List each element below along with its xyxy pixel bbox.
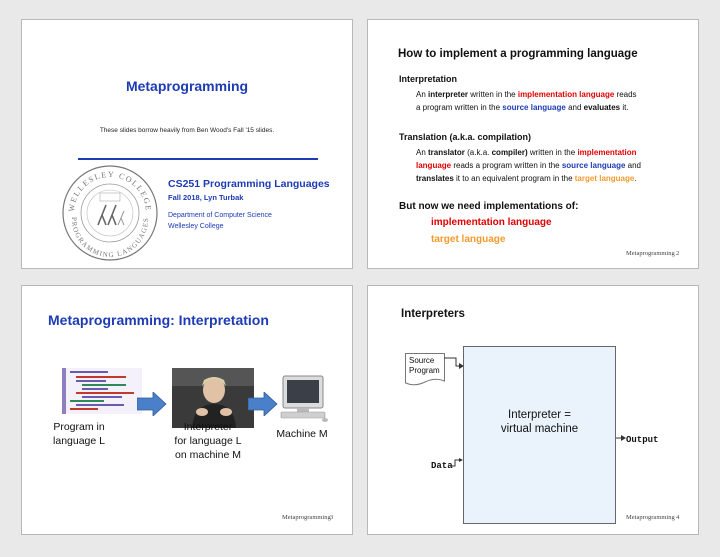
translation-text: An translator (a.k.a. compiler) written in the implementation language reads a program written in the source language and translates it to an equivalent program in the target language. (416, 148, 641, 183)
footer-label: Metaprogramming (282, 514, 331, 521)
cs251-seal-logo (60, 163, 160, 263)
needs-heading: But now we need implementations of: (399, 201, 579, 212)
need-item-implementation: implementation language (431, 217, 552, 228)
need-item-target: target language (431, 234, 506, 245)
slide-1 (21, 19, 353, 269)
interpretation-heading: Interpretation (399, 74, 458, 84)
interpretation-text: An interpreter written in the implementation language reads a program written in the source language and evaluates it. (416, 90, 637, 112)
svg-text:PROGRAMMING LANGUAGES (70, 217, 150, 259)
page-number: 2 (676, 250, 680, 257)
interpreter-person-photo (172, 368, 254, 428)
output-arrow-icon (616, 434, 626, 442)
course-title: CS251 Programming Languages (168, 178, 330, 190)
footer-label: Metaprogramming (626, 514, 675, 521)
credit-note: These slides borrow heavily from Ben Wood's Fall '15 slides. (99, 127, 275, 134)
machine-caption: Machine M (276, 428, 328, 440)
college: Wellesley College (168, 223, 224, 230)
arrow-right-icon (137, 392, 167, 416)
page-number: 3 (330, 514, 334, 521)
slide-title: Interpreters (401, 308, 465, 320)
course-term: Fall 2018, Lyn Turbak (168, 193, 244, 202)
slide-title: Metaprogramming: Interpretation (48, 312, 269, 328)
input-arrow-icon (444, 356, 464, 372)
department: Department of Computer Science (168, 212, 272, 219)
page-number: 4 (676, 514, 680, 521)
output-label: Output (626, 435, 659, 445)
interpreter-caption: Interpreter for language L on machine M (174, 421, 242, 461)
slide-2 (367, 19, 699, 269)
slide-3 (21, 285, 353, 535)
seal-top-text: WELLESLEY COLLEGE (66, 169, 154, 213)
slide-title: How to implement a programming language (398, 48, 638, 60)
computer-icon (277, 374, 329, 424)
data-label: Data (431, 461, 453, 471)
program-code-image (62, 368, 142, 414)
title-divider (78, 158, 318, 160)
program-caption: Program in language L (53, 421, 105, 447)
translation-heading: Translation (a.k.a. compilation) (399, 132, 532, 142)
arrow-right-icon (248, 392, 278, 416)
footer-label: Metaprogramming (626, 250, 675, 257)
source-program-label: Source Program (409, 356, 440, 375)
slide-4 (367, 285, 699, 535)
interpreter-vm-label: Interpreter = virtual machine (500, 409, 579, 435)
data-arrow-icon (451, 458, 465, 468)
seal-bottom-text: PROGRAMMING LANGUAGES (69, 216, 151, 260)
slide-title: Metaprogramming (125, 78, 249, 94)
